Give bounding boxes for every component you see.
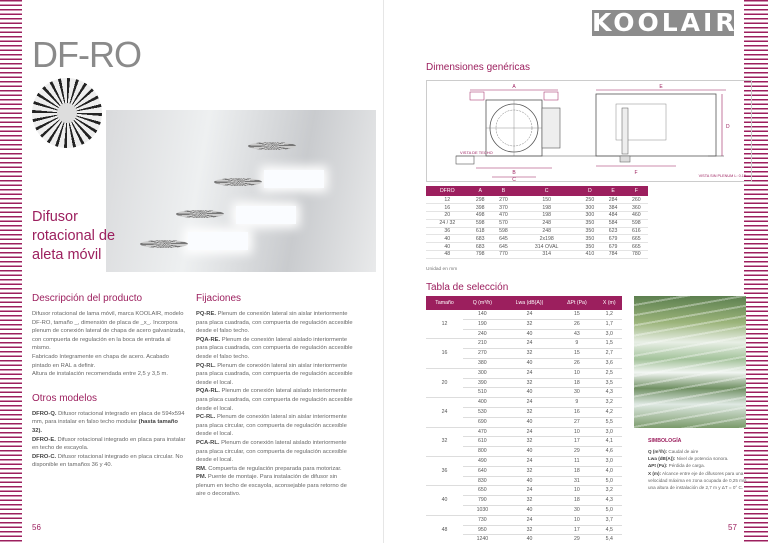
description-text: Difusor rotacional de lama móvil, marca KOOLAIR, modelo DF-RO, tamaño _, dimensión de placa de _x_. Incorpora plenum de conexión lateral de chapa de acero galvanizada, con compuerta de regulación en la boca de entrada al mismo. Fabricado íntegramente en chapa de acero. Acabado pintado en RAL a definir. Altura de instalación recomendada entre 2,5 y 3,5 m. [32,311,186,378]
table-row [426,196,648,204]
product-code: DF-RO [32,34,141,75]
description-section [32,293,186,470]
table-cell: 248 [515,227,578,235]
table-cell: 24 [502,427,558,437]
table-cell: 24 / 32 [426,219,469,227]
table-cell: 9 [557,398,596,408]
size-cell: 32 [426,427,463,456]
table-cell: 31 [557,476,596,486]
table-cell: 683 [469,235,492,243]
product-subtitle: Difusor rotacional de aleta móvil [32,209,116,263]
plenum-note: VISTA SIN PLENUM L: 0.15 [698,174,746,178]
table-cell: 190 [463,319,502,329]
table-cell: 18 [557,466,596,476]
table-cell: 2,7 [597,349,622,359]
table-cell: 784 [601,251,624,259]
table-cell: 18 [557,496,596,506]
table-cell: 350 [578,227,601,235]
table-cell: 380 [463,358,502,368]
other-model-item: DFRO-E. Difusor rotacional integrado en placa para instalar en techo de escayola. [32,436,186,452]
size-cell: 36 [426,456,463,485]
table-cell: 9 [557,339,596,349]
table-cell: 800 [463,447,502,457]
table-cell: 248 [515,219,578,227]
table-cell: 29 [557,447,596,457]
dim-label-f: F [634,170,638,176]
fixation-item: PQ-RL. Plenum de conexión lateral sin aislar interiormente para placa cuadrada, con compuerta de regulación accesible desde el local. [196,362,353,386]
waterfall-photo [634,296,746,428]
table-cell: 16 [426,204,469,212]
column-header: Tamaño [426,296,463,310]
table-cell: 950 [463,525,502,535]
table-cell: 15 [557,310,596,319]
table-cell: 30 [557,505,596,515]
table-cell: 24 [502,339,558,349]
table-cell: 314 OVAL [515,243,578,251]
table-cell: 10 [557,427,596,437]
size-cell: 40 [426,486,463,515]
column-header: ΔPt (Pa) [557,296,596,310]
size-cell: 16 [426,339,463,368]
table-cell: 400 [463,398,502,408]
dim-label-c: C [512,177,516,182]
brand-logo: KOOLAIR [592,8,738,37]
table-cell: 679 [601,235,624,243]
table-cell: 2,5 [597,368,622,378]
table-row [426,212,648,220]
table-cell: 584 [601,219,624,227]
table-cell: 24 [502,310,558,319]
dim-label-a: A [512,84,516,90]
table-cell: 17 [557,525,596,535]
table-cell: 665 [625,243,648,251]
table-cell: 350 [578,235,601,243]
fixation-item: PM. Puente de montaje. Para instalación de difusor sin plenum en techo de escayola, aconsejable para retorno de aire o decorativo. [196,474,347,498]
table-cell: 780 [625,251,648,259]
table-cell: 40 [502,535,558,543]
table-cell: 40 [502,329,558,339]
table-row [426,427,622,437]
table-cell: 18 [557,378,596,388]
table-cell: 370 [492,204,515,212]
table-cell: 730 [463,515,502,525]
table-cell: 484 [601,212,624,220]
table-header-row [426,296,622,310]
table-cell: 26 [557,319,596,329]
table-cell: 598 [625,219,648,227]
column-header: X (m) [597,296,622,310]
table-cell: 350 [578,219,601,227]
symbology-heading: SIMBOLOGÍA [648,438,682,444]
table-cell: 12 [426,196,469,204]
table-cell: 4,3 [597,496,622,506]
table-cell: 3,5 [597,378,622,388]
table-cell: 390 [463,378,502,388]
column-header: DFRO [426,186,469,196]
table-cell: 17 [557,437,596,447]
column-header: F [625,186,648,196]
symbology-line: ΔPt (Pa): Pérdida de carga. [648,463,705,469]
table-cell: 270 [492,196,515,204]
table-cell: 24 [502,398,558,408]
table-cell: 650 [463,486,502,496]
table-cell: 4,6 [597,447,622,457]
table-cell: 314 [515,251,578,259]
column-header: Lwa (dB(A)) [502,296,558,310]
table-cell: 1,5 [597,339,622,349]
table-cell: 24 [502,486,558,496]
dim-label-e: E [659,84,663,90]
table-cell: 5,4 [597,535,622,543]
table-cell: 32 [502,496,558,506]
table-cell: 198 [515,212,578,220]
table-cell: 24 [502,456,558,466]
table-cell: 470 [492,212,515,220]
table-cell: 40 [502,417,558,427]
fixation-item: PQA-RE. Plenum de conexión lateral aislado interiormente para placa cuadrada, con compuerta de regulación accesible desde el falso techo. [196,336,353,360]
table-cell: 490 [463,456,502,466]
table-cell: 198 [515,204,578,212]
table-cell: 530 [463,407,502,417]
other-model-item: DFRO-Q. Difusor rotacional integrado en placa de 594x594 mm, para instalar en falso techo modular (hasta tamaño 32). [32,410,185,434]
size-cell: 48 [426,515,463,543]
table-cell: 360 [625,204,648,212]
table-cell: 24 [502,368,558,378]
dim-label-d: D [726,124,730,130]
table-cell: 40 [502,388,558,398]
table-cell: 3,7 [597,515,622,525]
table-cell: 32 [502,349,558,359]
table-cell: 830 [463,476,502,486]
fixation-item: PCA-RL. Plenum de conexión lateral aislado interiormente para placa circular, con compuerta de regulación accesible desde el local. [196,439,347,464]
symbology-section [648,438,752,491]
table-cell: 598 [492,227,515,235]
table-row [426,310,622,319]
table-cell: 3,2 [597,398,622,408]
other-models-list [32,410,186,470]
table-cell: 48 [426,251,469,259]
symbology-line: X (m): Alcance entre eje de difusores para una velocidad máxima en zona ocupada de 0,25 m/s, una altura de instalación de 2,7 m y ΔT = 0° C. [648,470,748,491]
table-cell: 5,5 [597,417,622,427]
fixations-section [196,293,356,499]
table-cell: 3,0 [597,329,622,339]
table-cell: 4,0 [597,466,622,476]
table-cell: 40 [426,235,469,243]
table-cell: 30 [557,388,596,398]
table-cell: 5,0 [597,476,622,486]
size-cell: 24 [426,398,463,427]
table-cell: 645 [492,243,515,251]
table-cell: 27 [557,417,596,427]
table-cell: 4,2 [597,407,622,417]
table-cell: 20 [426,212,469,220]
table-cell: 32 [502,466,558,476]
table-cell: 790 [463,496,502,506]
table-cell: 623 [601,227,624,235]
column-header: E [601,186,624,196]
table-cell: 260 [625,196,648,204]
column-header: A [469,186,492,196]
table-cell: 240 [463,329,502,339]
table-cell: 5,0 [597,505,622,515]
ceiling-installation-photo [106,110,376,272]
table-cell: 250 [578,196,601,204]
table-cell: 298 [469,196,492,204]
table-cell: 570 [492,219,515,227]
selection-table [426,296,622,543]
table-cell: 4,1 [597,437,622,447]
table-cell: 610 [463,437,502,447]
table-cell: 470 [463,427,502,437]
dimensions-heading: Dimensiones genéricas [426,62,530,73]
product-diffuser-image [32,78,102,148]
table-cell: 300 [578,212,601,220]
table-cell: 10 [557,486,596,496]
table-cell: 460 [625,212,648,220]
table-cell: 43 [557,329,596,339]
table-row [426,251,648,259]
table-cell: 384 [601,204,624,212]
table-cell: 679 [601,243,624,251]
table-cell: 32 [502,319,558,329]
table-row [426,456,622,466]
table-cell: 645 [492,235,515,243]
table-cell: 690 [463,417,502,427]
fixation-item: PQA-RL. Plenum de conexión lateral aislado interiormente para placa cuadrada, con compuerta de regulación accesible desde el local. [196,388,353,412]
table-row [426,398,622,408]
table-cell: 598 [469,219,492,227]
table-cell: 683 [469,243,492,251]
column-header: C [515,186,578,196]
table-cell: 32 [502,378,558,388]
table-cell: 29 [557,535,596,543]
table-row [426,368,622,378]
table-cell: 1030 [463,505,502,515]
table-cell: 300 [463,368,502,378]
table-cell: 270 [463,349,502,359]
column-header: B [492,186,515,196]
table-cell: 26 [557,358,596,368]
unit-note: Unidad en mm [426,267,458,272]
table-cell: 350 [578,243,601,251]
table-row [426,339,622,349]
table-row [426,204,648,212]
column-header: Q (m³/h) [463,296,502,310]
table-cell: 498 [469,212,492,220]
table-cell: 15 [557,349,596,359]
technical-drawing [426,80,752,182]
table-cell: 150 [515,196,578,204]
table-cell: 398 [469,204,492,212]
size-cell: 12 [426,310,463,339]
table-cell: 618 [469,227,492,235]
table-row [426,235,648,243]
table-cell: 640 [463,466,502,476]
fixation-item: PQ-RE. Plenum de conexión lateral sin aislar interiormente para placa cuadrada, con compuerta de regulación accesible desde el falso techo. [196,311,353,335]
table-cell: 11 [557,456,596,466]
table-cell: 3,2 [597,486,622,496]
table-cell: 40 [502,447,558,457]
table-cell: 1240 [463,535,502,543]
table-row [426,243,648,251]
table-cell: 32 [502,407,558,417]
table-row [426,515,622,525]
table-cell: 616 [625,227,648,235]
symbology-line: Q (m³/h): Caudal de aire [648,449,699,454]
fixation-item: RM. Compuerta de regulación preparada para motorizar. [196,465,342,472]
table-cell: 16 [557,407,596,417]
size-cell: 20 [426,368,463,397]
table-cell: 4,3 [597,388,622,398]
other-models-heading: Otros modelos [32,392,98,404]
fixations-list [196,310,356,499]
table-cell: 770 [492,251,515,259]
decorative-stripes-left [0,0,22,543]
table-cell: 2x198 [515,235,578,243]
table-cell: 3,0 [597,427,622,437]
dim-label-b: B [512,170,516,176]
table-cell: 40 [502,505,558,515]
selection-heading: Tabla de selección [426,282,509,293]
table-header-row [426,186,648,196]
table-cell: 665 [625,235,648,243]
table-cell: 1,2 [597,310,622,319]
table-cell: 32 [502,437,558,447]
table-row [426,486,622,496]
table-row [426,219,648,227]
table-cell: 210 [463,339,502,349]
table-cell: 4,5 [597,525,622,535]
page-fold [383,0,384,543]
table-cell: 40 [502,476,558,486]
table-cell: 32 [502,525,558,535]
table-cell: 3,0 [597,456,622,466]
column-header: D [578,186,601,196]
table-cell: 3,6 [597,358,622,368]
page-number-left: 56 [32,523,41,532]
table-row [426,227,648,235]
table-cell: 24 [502,515,558,525]
fixations-heading: Fijaciones [196,293,242,304]
table-cell: 284 [601,196,624,204]
symbology-line: Lwa (dB(A)): Nivel de potencia sonora. [648,456,729,462]
table-cell: 798 [469,251,492,259]
table-cell: 510 [463,388,502,398]
table-cell: 1,7 [597,319,622,329]
table-cell: 140 [463,310,502,319]
table-cell: 300 [578,204,601,212]
dim-label-offset: VISTA DE TECHO [460,150,493,155]
fixation-item: PC-RL. Plenum de conexión lateral sin aislar interiormente para placa circular, con compuerta de regulación accesible desde el local. [196,414,347,438]
description-heading: Descripción del producto [32,293,143,304]
table-cell: 410 [578,251,601,259]
table-cell: 40 [426,243,469,251]
table-cell: 40 [502,358,558,368]
table-cell: 10 [557,368,596,378]
table-cell: 36 [426,227,469,235]
table-cell: 10 [557,515,596,525]
dimensions-table [426,186,648,259]
other-model-item: DFRO-C. Difusor rotacional integrado en placa circular. No disponible en tamaños 36 y 40. [32,453,183,469]
page-number-right: 57 [728,523,737,532]
